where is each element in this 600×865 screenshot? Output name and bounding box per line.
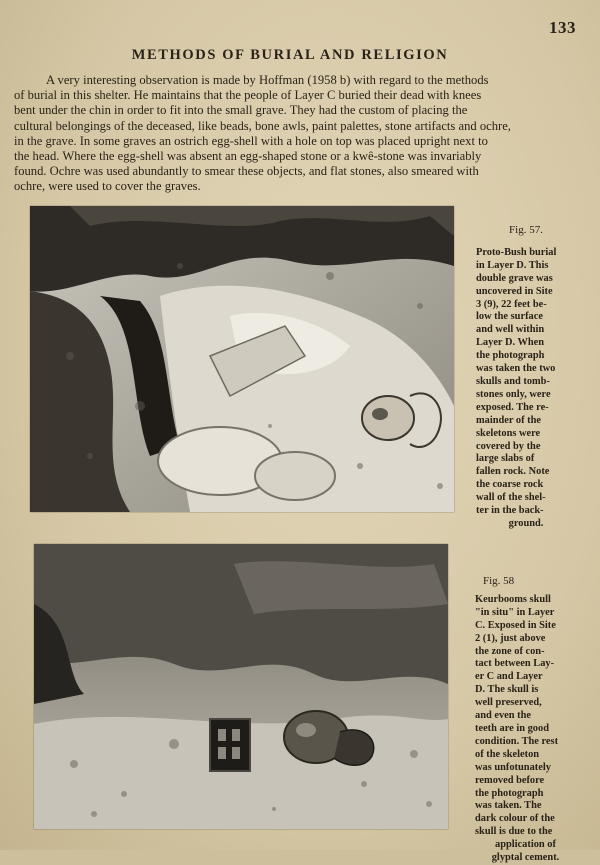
caption-line: mainder of the: [476, 414, 542, 426]
caption-line: the zone of con-: [475, 645, 545, 657]
body-line: cultural belongings of the deceased, like beads, bone awls, paint palettes, stone artifacts and ochre,: [14, 118, 511, 133]
caption-line: tact between Lay-: [475, 658, 555, 670]
caption-line: large slabs of: [476, 453, 535, 465]
caption-line: in Layer D. This: [476, 259, 549, 271]
figure-58-caption: [475, 575, 576, 865]
caption-line: glyptal cement.: [491, 852, 560, 864]
caption-line: teeth are in good: [475, 722, 549, 734]
caption-line: was taken. The: [475, 800, 542, 812]
caption-line: the photograph: [476, 350, 545, 362]
caption-line: "in situ" in Layer: [475, 606, 555, 618]
body-line: of burial in this shelter. He maintains that the people of Layer C buried their dead with knees: [14, 88, 482, 103]
caption-line: and well within: [476, 324, 545, 336]
caption-line: stones only, were: [476, 388, 551, 400]
caption-line: and even the: [475, 710, 531, 722]
figure-58-photo: [34, 544, 448, 829]
caption-line: skull is due to the: [475, 826, 553, 838]
caption-line: was unfotunately: [475, 761, 551, 773]
caption-line: well preserved,: [475, 697, 542, 709]
caption-line: 3 (9), 22 feet be-: [476, 298, 547, 310]
caption-line: application of: [495, 839, 556, 851]
caption-line: fallen rock. Note: [476, 466, 550, 478]
caption-line: dark colour of the: [475, 813, 555, 825]
body-paragraph: [14, 73, 580, 195]
caption-line: condition. The rest: [475, 735, 559, 747]
caption-line: er C and Layer: [475, 671, 543, 683]
caption-line: removed before: [475, 774, 545, 786]
body-line: A very interesting observation is made by Hoffman (1958 b) with regard to the methods: [46, 73, 489, 87]
figure-57-label: Fig. 57.: [509, 224, 543, 236]
caption-line: low the surface: [476, 311, 543, 323]
caption-line: was taken the two: [476, 363, 556, 375]
caption-line: ground.: [508, 517, 544, 529]
caption-line: the coarse rock: [476, 479, 544, 491]
caption-line: Keurbooms skull: [475, 593, 551, 605]
body-line: bent under the chin in order to fit into the small grave. They had the custom of placing the: [14, 103, 468, 118]
caption-line: D. The skull is: [475, 684, 539, 696]
body-line: in the grave. In some graves an ostrich egg-shell with a hole on top was placed upright next to: [14, 133, 488, 148]
body-line: found. Ochre was used abundantly to smear these objects, and flat stones, also smeared with: [14, 164, 479, 179]
body-line: ochre, were used to cover the graves.: [14, 179, 201, 194]
caption-line: the photograph: [475, 787, 544, 799]
caption-line: covered by the: [476, 440, 541, 452]
section-heading: METHODS OF BURIAL AND RELIGION: [131, 47, 449, 63]
caption-line: wall of the shel-: [476, 492, 546, 504]
caption-line: ter in the back-: [476, 505, 544, 517]
caption-line: of the skeleton: [475, 748, 540, 760]
caption-line: C. Exposed in Site: [475, 619, 556, 631]
caption-line: skulls and tomb-: [476, 375, 550, 387]
figure-58-label: Fig. 58: [483, 575, 515, 587]
caption-line: Proto-Bush burial: [476, 246, 557, 258]
figure-57-photo: [30, 206, 454, 512]
page-number: 133: [549, 18, 576, 37]
figure-57-caption: [476, 224, 576, 531]
caption-line: exposed. The re-: [476, 401, 549, 413]
body-line: the head. Where the egg-shell was absent an egg-shaped stone or a kwê-stone was invariably: [14, 149, 482, 164]
caption-line: 2 (1), just above: [475, 632, 546, 644]
caption-line: double grave was: [476, 272, 553, 284]
caption-line: uncovered in Site: [476, 285, 553, 297]
caption-line: Layer D. When: [476, 337, 545, 349]
caption-line: skeletons were: [476, 427, 541, 439]
